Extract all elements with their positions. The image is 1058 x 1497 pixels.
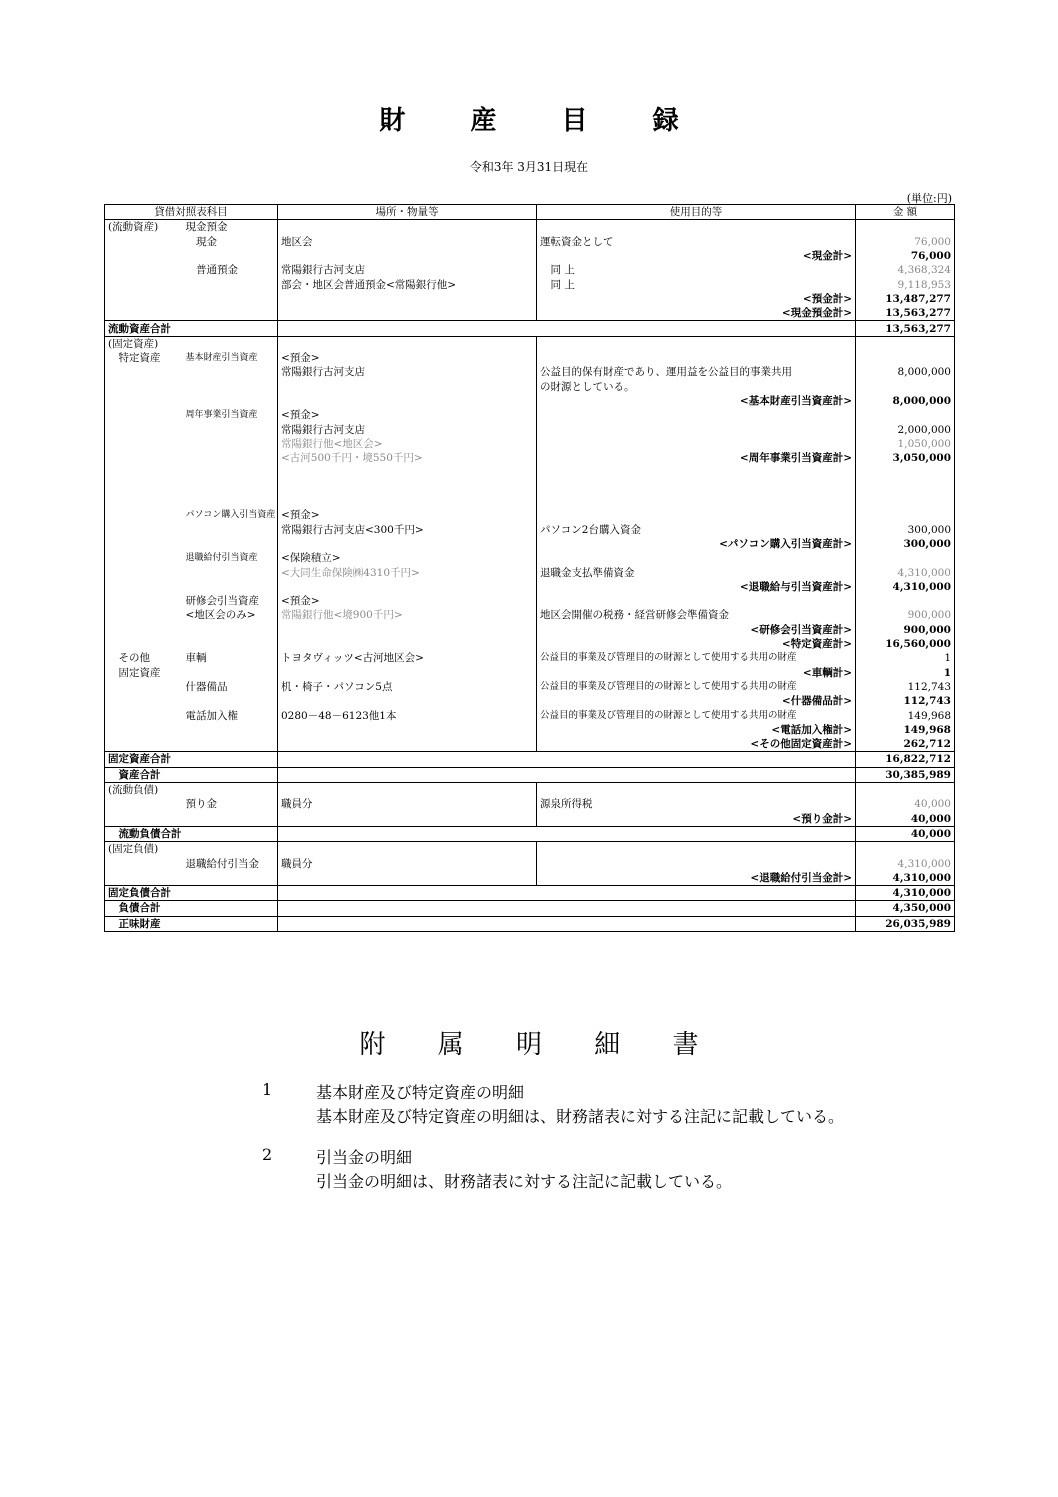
amount-cell xyxy=(856,336,955,351)
category-cell xyxy=(105,694,183,708)
table-row xyxy=(105,437,955,451)
account-cell xyxy=(183,365,278,379)
total-row xyxy=(105,901,955,916)
purpose-cell xyxy=(537,408,856,422)
account-cell: <地区会のみ> xyxy=(185,609,256,622)
amount-cell xyxy=(856,494,955,508)
total-row xyxy=(105,321,955,336)
blank-cell xyxy=(278,826,856,841)
blank-cell xyxy=(278,885,856,900)
purpose-cell xyxy=(537,351,856,365)
category-cell xyxy=(105,551,183,565)
purpose-cell: パソコン2台購入資金 xyxy=(537,523,856,537)
amount-cell: 4,310,000 xyxy=(856,856,955,870)
category-cell xyxy=(105,394,183,408)
category-cell xyxy=(105,508,183,522)
account-cell xyxy=(183,737,278,752)
category-cell: (流動資産) xyxy=(108,221,159,234)
amount-cell: 4,310,000 xyxy=(856,565,955,579)
category-cell xyxy=(105,871,183,886)
amount-cell: 40,000 xyxy=(856,811,955,826)
amount-cell: 4,368,324 xyxy=(856,263,955,277)
amount-cell: 16,822,712 xyxy=(856,752,955,767)
purpose-cell: 同 上 xyxy=(537,263,856,277)
location-cell: <古河500千円・境550千円> xyxy=(278,451,537,465)
account-cell xyxy=(183,523,278,537)
account-cell: パソコン購入引当資産 xyxy=(185,510,276,521)
note-number: 2 xyxy=(262,1145,273,1164)
amount-cell: 1 xyxy=(856,666,955,680)
location-cell xyxy=(278,292,537,306)
amount-cell xyxy=(856,465,955,479)
header-account: 貸借対照表科目 xyxy=(105,205,278,220)
purpose-cell xyxy=(537,551,856,565)
as-of-date: 令和3年 3月31日現在 xyxy=(469,160,589,174)
amount-cell: 8,000,000 xyxy=(856,394,955,408)
category-cell xyxy=(105,523,183,537)
amount-cell: 40,000 xyxy=(856,797,955,811)
amount-cell: 30,385,989 xyxy=(856,767,955,782)
account-cell: 周年事業引当資産 xyxy=(185,410,258,421)
purpose-cell: 公益目的事業及び管理目的の財源として使用する共用の財産 xyxy=(537,708,856,722)
purpose-cell xyxy=(537,856,856,870)
account-cell xyxy=(183,782,278,797)
account-cell: 現金預金 xyxy=(185,221,228,234)
account-cell: 什器備品 xyxy=(185,680,228,693)
total-row xyxy=(105,885,955,900)
amount-cell: 13,563,277 xyxy=(856,306,955,321)
account-cell xyxy=(183,336,278,351)
account-cell xyxy=(183,565,278,579)
location-cell: <保険積立> xyxy=(278,551,537,565)
category-cell xyxy=(105,594,183,608)
account-cell: 退職給付引当資産 xyxy=(185,553,258,564)
location-cell: 部会・地区会普通預金<常陽銀行他> xyxy=(278,277,537,291)
category-cell xyxy=(105,708,183,722)
account-cell: 研修会引当資産 xyxy=(185,595,259,608)
category-cell xyxy=(105,249,183,263)
location-cell xyxy=(278,694,537,708)
account-cell xyxy=(183,306,278,321)
purpose-cell xyxy=(537,422,856,436)
amount-cell xyxy=(856,220,955,235)
subtotal-label: <退職給与引当資産計> xyxy=(537,580,856,594)
amount-cell: 1,050,000 xyxy=(856,437,955,451)
table-row xyxy=(105,494,955,508)
table-row xyxy=(105,551,955,565)
account-cell xyxy=(183,422,278,436)
amount-cell: 262,712 xyxy=(856,737,955,752)
table-row xyxy=(105,422,955,436)
amount-cell: 76,000 xyxy=(856,235,955,249)
location-cell: 地区会 xyxy=(278,235,537,249)
category-cell xyxy=(105,365,183,379)
category-cell xyxy=(105,380,183,394)
total-row xyxy=(105,916,955,931)
purpose-cell xyxy=(537,465,856,479)
purpose-cell xyxy=(537,336,856,351)
table-row xyxy=(105,220,955,235)
location-cell xyxy=(278,494,537,508)
table-row xyxy=(105,277,955,291)
table-row xyxy=(105,480,955,494)
location-cell xyxy=(278,465,537,479)
note-body: 引当金の明細は、財務諸表に対する注記に記載している。 xyxy=(316,1172,733,1191)
amount-cell: 900,000 xyxy=(856,623,955,637)
account-cell xyxy=(183,437,278,451)
category-cell xyxy=(105,422,183,436)
amount-cell xyxy=(856,842,955,857)
account-cell xyxy=(183,380,278,394)
category-cell: (流動負債) xyxy=(108,784,159,797)
amount-cell: 4,310,000 xyxy=(856,885,955,900)
subtotal-label: <パソコン購入引当資産計> xyxy=(537,537,856,551)
location-cell xyxy=(278,220,537,235)
location-cell xyxy=(278,737,537,752)
amount-cell: 3,050,000 xyxy=(856,451,955,465)
category-cell xyxy=(105,437,183,451)
category-cell xyxy=(105,811,183,826)
amount-cell: 4,310,000 xyxy=(856,580,955,594)
location-cell xyxy=(278,306,537,321)
inventory-table xyxy=(104,204,955,932)
location-cell xyxy=(278,871,537,886)
table-row xyxy=(105,797,955,811)
table-row xyxy=(105,537,955,551)
note-number: 1 xyxy=(262,1080,273,1099)
unit-label: (単位:円) xyxy=(906,192,952,205)
category-cell: (固定負債) xyxy=(108,843,159,856)
total-row xyxy=(105,826,955,841)
amount-cell: 112,743 xyxy=(856,694,955,708)
category-cell xyxy=(105,277,183,291)
amount-cell xyxy=(856,551,955,565)
location-cell xyxy=(278,394,537,408)
total-label: 資産合計 xyxy=(105,767,278,782)
location-cell: 常陽銀行古河支店<300千円> xyxy=(278,523,537,537)
category-cell xyxy=(105,623,183,637)
total-row xyxy=(105,752,955,767)
category-cell xyxy=(105,480,183,494)
location-cell xyxy=(278,537,537,551)
account-cell xyxy=(183,580,278,594)
table-row xyxy=(105,637,955,651)
location-cell xyxy=(278,811,537,826)
location-cell xyxy=(278,580,537,594)
header-location: 場所・物量等 xyxy=(278,205,537,220)
table-row xyxy=(105,623,955,637)
account-cell xyxy=(183,623,278,637)
category-cell xyxy=(105,451,183,465)
location-cell xyxy=(278,723,537,737)
table-row xyxy=(105,263,955,277)
table-row xyxy=(105,723,955,737)
category-cell xyxy=(105,797,183,811)
account-cell xyxy=(183,465,278,479)
table-row xyxy=(105,508,955,522)
table-row xyxy=(105,365,955,379)
category-cell xyxy=(105,608,183,622)
location-cell: 0280－48－6123他1本 xyxy=(278,708,537,722)
purpose-cell: 地区会開催の税務・経営研修会準備資金 xyxy=(537,608,856,622)
account-cell: 電話加入権 xyxy=(185,709,238,722)
amount-cell xyxy=(856,351,955,365)
table-row xyxy=(105,249,955,263)
purpose-cell: 公益目的保有財産であり、運用益を公益目的事業共用 xyxy=(537,365,856,379)
category-cell xyxy=(105,494,183,508)
blank-cell xyxy=(278,767,856,782)
note-body: 基本財産及び特定資産の明細は、財務諸表に対する注記に記載している。 xyxy=(316,1107,845,1126)
table-row xyxy=(105,380,955,394)
amount-cell: 300,000 xyxy=(856,523,955,537)
location-cell xyxy=(278,623,537,637)
total-label: 正味財産 xyxy=(105,916,278,931)
category-cell: 特定資産 xyxy=(108,352,161,365)
total-row xyxy=(105,767,955,782)
location-cell: <預金> xyxy=(278,594,537,608)
location-cell: <預金> xyxy=(278,508,537,522)
category-cell xyxy=(105,306,183,321)
table-row xyxy=(105,694,955,708)
location-cell xyxy=(278,637,537,651)
subtotal-label: <預金計> xyxy=(537,292,856,306)
purpose-cell: 退職金支払準備資金 xyxy=(537,565,856,579)
blank-cell xyxy=(278,321,856,336)
subtotal-label: <電話加入権計> xyxy=(537,723,856,737)
category-cell xyxy=(105,637,183,651)
account-cell xyxy=(183,249,278,263)
location-cell xyxy=(278,249,537,263)
category-cell xyxy=(105,465,183,479)
category-cell xyxy=(105,263,183,277)
category-cell xyxy=(105,680,183,694)
amount-cell: 40,000 xyxy=(856,826,955,841)
table-row xyxy=(105,651,955,665)
purpose-cell: 公益目的事業及び管理目的の財源として使用する共用の財産 xyxy=(537,680,856,694)
table-row xyxy=(105,465,955,479)
purpose-cell: 源泉所得税 xyxy=(537,797,856,811)
account-cell xyxy=(183,494,278,508)
account-cell xyxy=(183,394,278,408)
location-cell: トヨタヴィッツ<古河地区会> xyxy=(278,651,537,665)
total-label: 流動資産合計 xyxy=(105,321,278,336)
amount-cell: 112,743 xyxy=(856,680,955,694)
subtotal-label: <基本財産引当資産計> xyxy=(537,394,856,408)
blank-cell xyxy=(278,901,856,916)
location-cell xyxy=(278,380,537,394)
table-row xyxy=(105,394,955,408)
total-label: 流動負債合計 xyxy=(105,826,278,841)
subtotal-label: <什器備品計> xyxy=(537,694,856,708)
appendix-title: 附 属 明 細 書 xyxy=(359,1030,721,1060)
table-row xyxy=(105,666,955,680)
category-cell xyxy=(105,292,183,306)
account-cell xyxy=(183,871,278,886)
category-cell xyxy=(105,565,183,579)
table-row xyxy=(105,451,955,465)
table-row xyxy=(105,608,955,622)
account-cell xyxy=(183,277,278,291)
account-cell xyxy=(183,842,278,857)
amount-cell: 26,035,989 xyxy=(856,916,955,931)
table-row xyxy=(105,523,955,537)
account-cell: 基本財産引当資産 xyxy=(185,353,258,364)
category-cell xyxy=(105,408,183,422)
purpose-cell xyxy=(537,594,856,608)
purpose-cell xyxy=(537,842,856,857)
category-cell: その他 xyxy=(108,652,150,665)
subtotal-label: <退職給付引当金計> xyxy=(537,871,856,886)
location-cell: <預金> xyxy=(278,351,537,365)
table-row xyxy=(105,336,955,351)
account-cell xyxy=(183,480,278,494)
account-cell xyxy=(183,811,278,826)
location-cell xyxy=(278,666,537,680)
category-cell xyxy=(105,580,183,594)
table-row xyxy=(105,565,955,579)
account-cell xyxy=(183,537,278,551)
purpose-cell xyxy=(537,782,856,797)
purpose-cell xyxy=(537,220,856,235)
location-cell: 常陽銀行古河支店 xyxy=(278,365,537,379)
location-cell xyxy=(278,480,537,494)
amount-cell: 149,968 xyxy=(856,708,955,722)
purpose-cell xyxy=(537,437,856,451)
category-cell: 固定資産 xyxy=(108,666,161,679)
amount-cell: 900,000 xyxy=(856,608,955,622)
account-cell xyxy=(183,666,278,680)
subtotal-label: <その他固定資産計> xyxy=(537,737,856,752)
account-cell: 普通預金 xyxy=(185,264,238,277)
location-cell: 常陽銀行他<境900千円> xyxy=(278,608,537,622)
purpose-cell xyxy=(537,480,856,494)
table-row xyxy=(105,782,955,797)
subtotal-label: <現金預金計> xyxy=(537,306,856,321)
subtotal-label: <預り金計> xyxy=(537,811,856,826)
location-cell: 机・椅子・パソコン5点 xyxy=(278,680,537,694)
amount-cell xyxy=(856,380,955,394)
total-label: 固定資産合計 xyxy=(105,752,278,767)
account-cell xyxy=(183,723,278,737)
blank-cell xyxy=(278,916,856,931)
table-row xyxy=(105,580,955,594)
amount-cell: 149,968 xyxy=(856,723,955,737)
subtotal-label: <現金計> xyxy=(537,249,856,263)
amount-cell: 4,350,000 xyxy=(856,901,955,916)
category-cell xyxy=(105,537,183,551)
subtotal-label: <車輌計> xyxy=(537,666,856,680)
account-cell: 車輌 xyxy=(185,652,207,665)
purpose-cell: 運転資金として xyxy=(537,235,856,249)
subtotal-label: <特定資産計> xyxy=(537,637,856,651)
category-cell xyxy=(105,856,183,870)
note-title: 基本財産及び特定資産の明細 xyxy=(316,1083,525,1102)
total-label: 固定負債合計 xyxy=(105,885,278,900)
amount-cell: 9,118,953 xyxy=(856,277,955,291)
table-row xyxy=(105,842,955,857)
account-cell xyxy=(183,292,278,306)
amount-cell: 13,563,277 xyxy=(856,321,955,336)
location-cell: 職員分 xyxy=(278,797,537,811)
location-cell: 常陽銀行古河支店 xyxy=(278,422,537,436)
table-row xyxy=(105,871,955,886)
total-label: 負債合計 xyxy=(105,901,278,916)
category-cell xyxy=(105,723,183,737)
account-cell: 預り金 xyxy=(185,798,217,811)
account-cell xyxy=(183,694,278,708)
category-cell: (固定資産) xyxy=(108,337,159,350)
location-cell: <大同生命保険㈱4310千円> xyxy=(278,565,537,579)
account-cell xyxy=(183,637,278,651)
account-cell xyxy=(183,451,278,465)
header-amount: 金 額 xyxy=(856,205,955,220)
page-title: 財 産 目 録 xyxy=(379,106,707,136)
amount-cell xyxy=(856,782,955,797)
amount-cell: 16,560,000 xyxy=(856,637,955,651)
note-title: 引当金の明細 xyxy=(316,1148,413,1167)
table-row xyxy=(105,680,955,694)
table-body xyxy=(105,220,955,932)
category-cell xyxy=(105,235,183,249)
location-cell xyxy=(278,842,537,857)
table-row xyxy=(105,594,955,608)
table-row xyxy=(105,708,955,722)
table-row xyxy=(105,235,955,249)
amount-cell: 8,000,000 xyxy=(856,365,955,379)
amount-cell: 13,487,277 xyxy=(856,292,955,306)
amount-cell xyxy=(856,408,955,422)
table-header-row xyxy=(105,205,955,220)
table-row xyxy=(105,408,955,422)
table-row xyxy=(105,737,955,752)
purpose-cell xyxy=(537,508,856,522)
table-row xyxy=(105,292,955,306)
category-cell xyxy=(105,737,183,752)
purpose-cell: の財源としている。 xyxy=(537,380,856,394)
table-row xyxy=(105,856,955,870)
amount-cell: 2,000,000 xyxy=(856,422,955,436)
amount-cell: 4,310,000 xyxy=(856,871,955,886)
amount-cell: 300,000 xyxy=(856,537,955,551)
header-purpose: 使用目的等 xyxy=(537,205,856,220)
location-cell: <預金> xyxy=(278,408,537,422)
location-cell xyxy=(278,782,537,797)
blank-cell xyxy=(278,752,856,767)
location-cell: 職員分 xyxy=(278,856,537,870)
amount-cell xyxy=(856,594,955,608)
location-cell: 常陽銀行他<地区会> xyxy=(278,437,537,451)
subtotal-label: <周年事業引当資産計> xyxy=(537,451,856,465)
amount-cell: 1 xyxy=(856,651,955,665)
account-cell: 退職給付引当金 xyxy=(185,857,259,870)
account-cell: 現金 xyxy=(185,235,217,248)
table-row xyxy=(105,306,955,321)
purpose-cell xyxy=(537,494,856,508)
table-row xyxy=(105,811,955,826)
purpose-cell: 公益目的事業及び管理目的の財源として使用する共用の財産 xyxy=(537,651,856,665)
location-cell: 常陽銀行古河支店 xyxy=(278,263,537,277)
location-cell xyxy=(278,336,537,351)
amount-cell xyxy=(856,508,955,522)
amount-cell xyxy=(856,480,955,494)
purpose-cell: 同 上 xyxy=(537,277,856,291)
table-row xyxy=(105,351,955,365)
subtotal-label: <研修会引当資産計> xyxy=(537,623,856,637)
amount-cell: 76,000 xyxy=(856,249,955,263)
